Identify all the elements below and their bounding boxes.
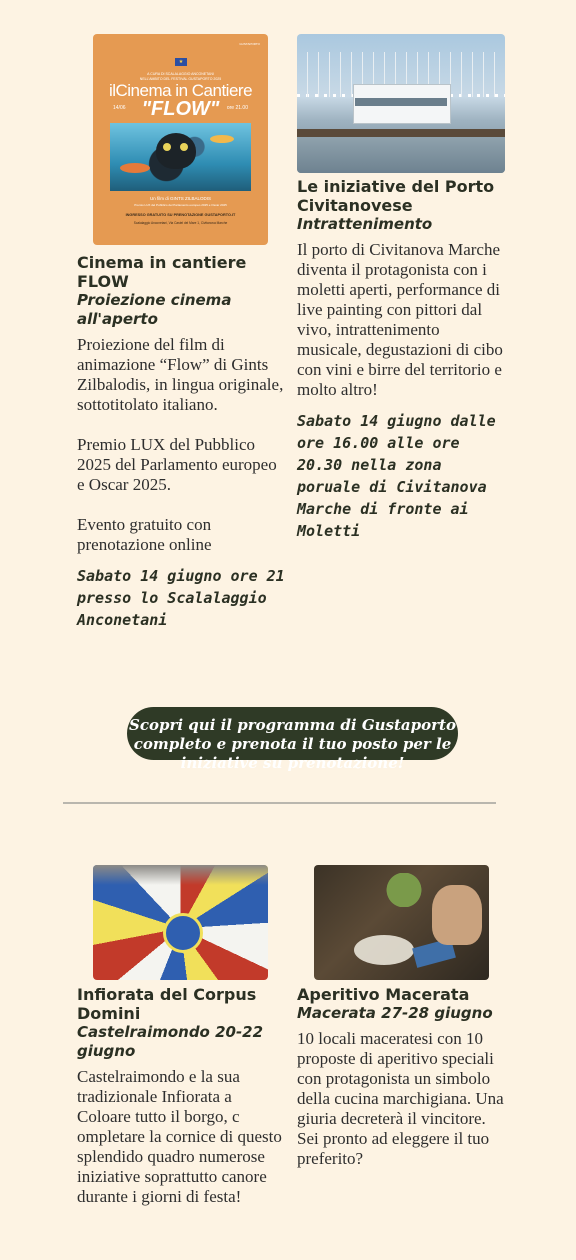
harbor-photo[interactable] bbox=[297, 34, 505, 173]
event-title[interactable]: Infiorata del Corpus Domini bbox=[77, 985, 257, 1023]
event-card-cinema bbox=[77, 34, 287, 631]
infiorata-photo[interactable] bbox=[93, 865, 268, 980]
poster-time: ore 21.00 bbox=[226, 105, 248, 111]
poster-line-2: NELL'AMBITO DEL FESTIVAL GUSTAPORTO 2025 bbox=[139, 77, 222, 81]
poster-film-title: "FLOW" bbox=[141, 98, 220, 120]
poster-place: Scalalaggio Anconetani, Via Castel del Mare 1, Civitanova Marche bbox=[133, 221, 228, 225]
event-title[interactable]: Cinema in cantiere FLOW bbox=[77, 253, 247, 291]
event-card-porto bbox=[297, 34, 507, 542]
poster-line-1: A CURA DI SCALALAGGIO ANCONETANI bbox=[147, 72, 214, 76]
event-description bbox=[77, 335, 287, 555]
event-subtitle: Macerata 27-28 giugno bbox=[297, 1004, 493, 1022]
eu-flag-icon: ★ bbox=[175, 58, 187, 66]
description-paragraph: Proiezione del film di animazione “Flow” di Gints Zilbalodis, in lingua originale, sottotitolato italiano. bbox=[77, 335, 284, 414]
description-paragraph: Evento gratuito con prenotazione online bbox=[77, 515, 212, 554]
event-description bbox=[297, 1029, 507, 1169]
aperitivo-photo[interactable] bbox=[314, 865, 489, 980]
poster-date: 14/06 bbox=[113, 105, 126, 111]
description-paragraph: 10 locali maceratesi con 10 proposte di aperitivo speciali con protagonista un simbolo della cucina marchigiana. Una giuria decreterà il vincitore. Sei pronto ad eleggere il tuo preferito? bbox=[297, 1029, 504, 1168]
event-subtitle: Castelraimondo 20-22 giugno bbox=[77, 1023, 264, 1060]
event-subtitle: Proiezione cinema all'aperto bbox=[77, 291, 232, 328]
section-divider bbox=[63, 802, 496, 804]
event-date-time: Sabato 14 giugno ore 21 presso lo Scalalaggio Anconetani bbox=[77, 567, 285, 629]
event-date-time: Sabato 14 giugno dalle ore 16.00 alle ore 20.30 nella zona poruale di Civitanova Marche di fronte ai Moletti bbox=[297, 412, 496, 540]
poster-brand: ilCinema in Cantiere bbox=[108, 81, 253, 100]
poster-cat-illustration bbox=[110, 123, 251, 191]
event-card-infiorata bbox=[77, 865, 287, 1207]
description-paragraph: Premio LUX del Pubblico 2025 del Parlamento europeo e Oscar 2025. bbox=[77, 435, 277, 494]
poster-info: INGRESSO GRATUITO SU PRENOTAZIONE GUSTAPORTO.IT bbox=[125, 213, 236, 217]
event-title[interactable]: Aperitivo Macerata bbox=[297, 985, 470, 1004]
gustaporto-program-button[interactable]: Scopri qui il programma di Gustaporto completo e prenota il tuo posto per le iniziative su prenotazione! bbox=[127, 707, 458, 760]
poster-director: Un film di GINTS ZILBALODIS bbox=[149, 196, 211, 201]
event-subtitle: Intrattenimento bbox=[297, 215, 433, 233]
description-paragraph: Castelraimondo e la sua tradizionale Infiorata a Coloare tutto il borgo, c ompletare la cornice di questo splendido quadro numerose iniziative soprattutto canore durante i giorni di festa! bbox=[77, 1067, 282, 1206]
description-paragraph: Il porto di Civitanova Marche diventa il protagonista con i moletti aperti, performance di live painting con pittori dal vivo, intrattenimento musicale, degustazioni di cibo con vini e birre del territorio e molto altro! bbox=[297, 240, 503, 399]
flow-poster-image[interactable] bbox=[93, 34, 268, 245]
event-description bbox=[297, 240, 507, 400]
event-description bbox=[77, 1067, 287, 1207]
event-title[interactable]: Le iniziative del Porto Civitanovese bbox=[297, 177, 495, 215]
poster-award: Premio LUX del Pubblico del Parlamento europeo 2025 e Oscar 2025 bbox=[134, 203, 227, 207]
poster-header: GUSTAPORTO bbox=[239, 42, 260, 46]
event-card-aperitivo bbox=[297, 865, 507, 1169]
